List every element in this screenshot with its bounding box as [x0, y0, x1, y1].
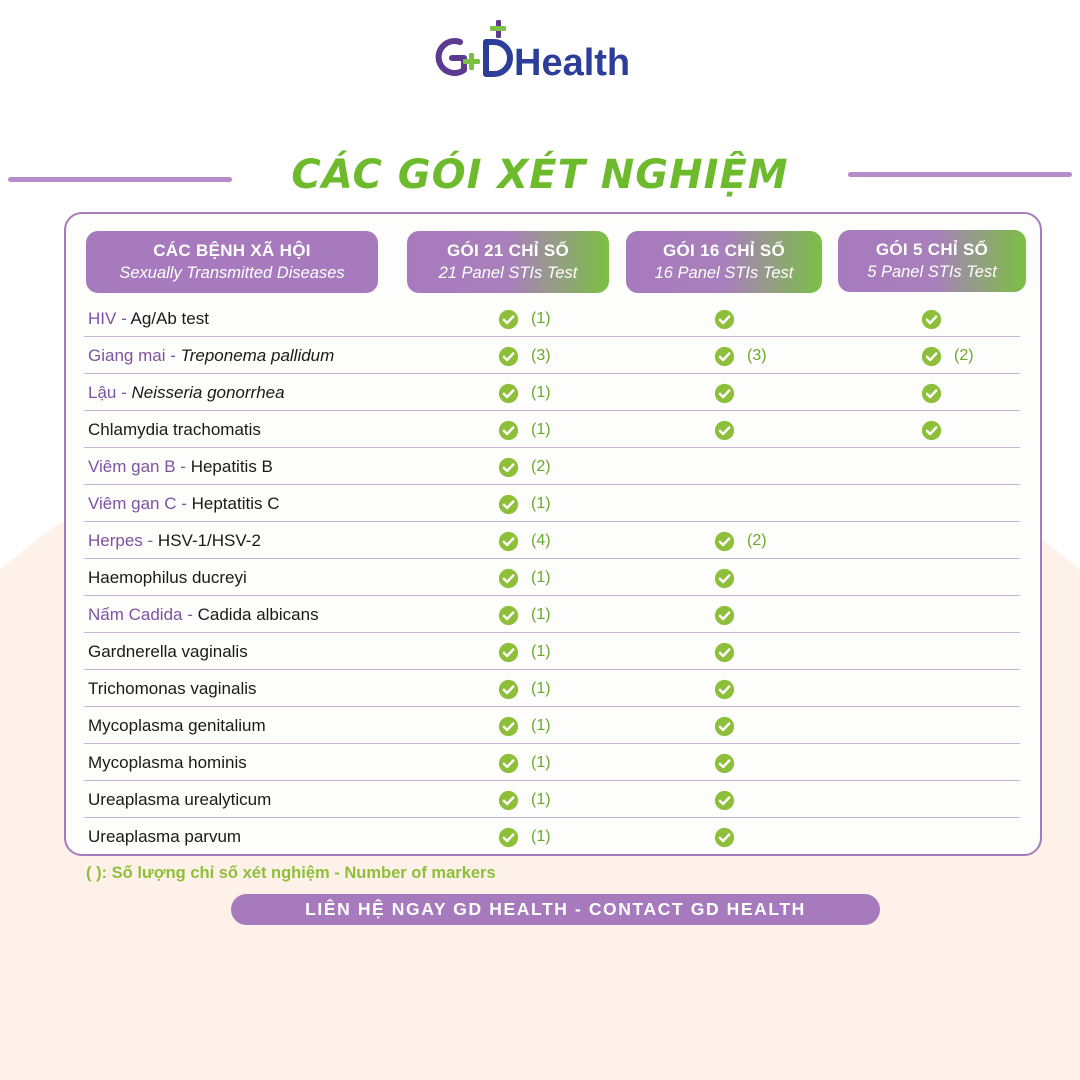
- cell-p21: [498, 419, 551, 441]
- check-circle-icon: [498, 679, 519, 700]
- cell-p5: [921, 419, 942, 441]
- table-row: [84, 633, 1020, 670]
- cell-p5: [921, 382, 942, 404]
- cell-p21: [498, 604, 551, 626]
- cell-p21: [498, 715, 551, 737]
- marker-count: (3): [531, 347, 551, 364]
- disease-name-en: Gardnerella vaginalis: [88, 642, 248, 661]
- disease-name-en: Cadida albicans: [197, 605, 319, 624]
- table-row: [84, 485, 1020, 522]
- check-circle-icon: [921, 420, 942, 441]
- check-circle-icon: [714, 753, 735, 774]
- disease-name-vn: Giang mai: [88, 346, 166, 365]
- table-row: [84, 818, 1020, 855]
- packages-table: [64, 212, 1042, 856]
- disease-name: [88, 383, 285, 403]
- cell-p21: [498, 382, 551, 404]
- disease-name-vn: HIV: [88, 309, 117, 328]
- check-circle-icon: [714, 309, 735, 330]
- header-package-21: GÓI 21 CHỈ SỐ 21 Panel STIs Test: [407, 231, 609, 293]
- disease-name: [88, 420, 261, 440]
- check-circle-icon: [498, 605, 519, 626]
- table-row: [84, 744, 1020, 781]
- marker-count: (1): [531, 828, 551, 845]
- check-circle-icon: [921, 346, 942, 367]
- disease-name: [88, 753, 247, 773]
- disease-name-separator: -: [175, 457, 191, 476]
- check-circle-icon: [498, 827, 519, 848]
- marker-count: (1): [531, 717, 551, 734]
- cell-p21: [498, 641, 551, 663]
- table-row: [84, 300, 1020, 337]
- disease-name-separator: -: [165, 346, 181, 365]
- disease-name: [88, 309, 209, 329]
- table-row: [84, 670, 1020, 707]
- disease-name-en: Treponema pallidum: [180, 346, 335, 365]
- check-circle-icon: [498, 383, 519, 404]
- check-circle-icon: [714, 420, 735, 441]
- disease-name-en: Haemophilus ducreyi: [88, 568, 247, 587]
- disease-name-en: Ureaplasma parvum: [88, 827, 242, 846]
- cell-p21: [498, 345, 551, 367]
- marker-count: (2): [954, 347, 974, 364]
- cell-p16: [714, 530, 767, 552]
- disease-name: [88, 790, 271, 810]
- cell-p16: [714, 382, 735, 404]
- check-circle-icon: [498, 753, 519, 774]
- disease-name-separator: -: [116, 309, 131, 328]
- marker-count: (4): [531, 532, 551, 549]
- marker-count: (1): [531, 791, 551, 808]
- disease-name: [88, 605, 319, 625]
- marker-count: (1): [531, 680, 551, 697]
- cell-p21: [498, 567, 551, 589]
- check-circle-icon: [714, 383, 735, 404]
- cell-p16: [714, 567, 735, 589]
- disease-name-en: Heptatitis C: [191, 494, 280, 513]
- marker-count: (1): [531, 569, 551, 586]
- header-package-16: GÓI 16 CHỈ SỐ 16 Panel STIs Test: [626, 231, 822, 293]
- disease-name-separator: -: [182, 605, 198, 624]
- check-circle-icon: [714, 346, 735, 367]
- marker-count: (1): [531, 495, 551, 512]
- cell-p21: [498, 752, 551, 774]
- cell-p21: [498, 456, 551, 478]
- marker-count: (2): [531, 458, 551, 475]
- disease-name-separator: -: [116, 383, 132, 402]
- disease-name: [88, 679, 257, 699]
- cell-p16: [714, 789, 735, 811]
- cell-p21: [498, 678, 551, 700]
- check-circle-icon: [498, 420, 519, 441]
- disease-name-en: Chlamydia trachomatis: [88, 420, 261, 439]
- cell-p16: [714, 419, 735, 441]
- marker-count: (1): [531, 754, 551, 771]
- disease-name-separator: -: [142, 531, 158, 550]
- cell-p16: [714, 752, 735, 774]
- cell-p16: [714, 826, 735, 848]
- table-row: [84, 596, 1020, 633]
- disease-name-en: Hepatitis B: [190, 457, 273, 476]
- cell-p16: [714, 345, 767, 367]
- table-row: [84, 411, 1020, 448]
- marker-count: (2): [747, 532, 767, 549]
- cell-p21: [498, 826, 551, 848]
- disease-name-en: Trichomonas vaginalis: [88, 679, 257, 698]
- cell-p16: [714, 678, 735, 700]
- check-circle-icon: [714, 568, 735, 589]
- check-circle-icon: [714, 531, 735, 552]
- cell-p16: [714, 604, 735, 626]
- table-row: [84, 448, 1020, 485]
- check-circle-icon: [498, 457, 519, 478]
- check-circle-icon: [498, 531, 519, 552]
- disease-name-vn: Nấm Cadida: [88, 605, 183, 624]
- cell-p21: [498, 493, 551, 515]
- table-row: [84, 522, 1020, 559]
- disease-name-vn: Lậu: [88, 383, 117, 402]
- check-circle-icon: [714, 605, 735, 626]
- marker-count: (1): [531, 421, 551, 438]
- disease-name-vn: Herpes: [88, 531, 143, 550]
- check-circle-icon: [714, 790, 735, 811]
- disease-name: [88, 642, 248, 662]
- check-circle-icon: [714, 827, 735, 848]
- brand-logo: [0, 18, 1080, 88]
- table-row: [84, 337, 1020, 374]
- check-circle-icon: [498, 494, 519, 515]
- table-row: [84, 781, 1020, 818]
- disease-name: [88, 827, 241, 847]
- footnote: ( ): Số lượng chỉ số xét nghiệm - Number of markers: [86, 864, 496, 882]
- table-row: [84, 374, 1020, 411]
- check-circle-icon: [498, 568, 519, 589]
- contact-button[interactable]: LIÊN HỆ NGAY GD HEALTH - CONTACT GD HEALTH: [231, 894, 880, 925]
- cell-p21: [498, 308, 551, 330]
- table-body: [84, 300, 1020, 855]
- gd-health-logo-icon: [430, 18, 650, 88]
- check-circle-icon: [714, 679, 735, 700]
- check-circle-icon: [498, 716, 519, 737]
- cell-p16: [714, 308, 735, 330]
- marker-count: (1): [531, 310, 551, 327]
- header-diseases: CÁC BỆNH XÃ HỘI Sexually Transmitted Diseases: [86, 231, 378, 293]
- disease-name-vn: Viêm gan C: [88, 494, 177, 513]
- cell-p21: [498, 789, 551, 811]
- disease-name-en: Neisseria gonorrhea: [131, 383, 285, 402]
- table-row: [84, 559, 1020, 596]
- disease-name-en: Mycoplasma hominis: [88, 753, 247, 772]
- check-circle-icon: [714, 716, 735, 737]
- disease-name-en: Ag/Ab test: [130, 309, 209, 328]
- disease-name-en: HSV-1/HSV-2: [157, 531, 261, 550]
- disease-name-en: Ureaplasma urealyticum: [88, 790, 272, 809]
- table-row: [84, 707, 1020, 744]
- disease-name-vn: Viêm gan B: [88, 457, 176, 476]
- cell-p16: [714, 641, 735, 663]
- check-circle-icon: [498, 346, 519, 367]
- brand-name: Health: [514, 42, 631, 84]
- check-circle-icon: [498, 309, 519, 330]
- cell-p5: [921, 308, 942, 330]
- disease-name: [88, 531, 261, 551]
- disease-name: [88, 457, 273, 477]
- page-title: CÁC GÓI XÉT NGHIỆM: [291, 152, 789, 198]
- marker-count: (1): [531, 606, 551, 623]
- disease-name-separator: -: [176, 494, 192, 513]
- header-package-5: GÓI 5 CHỈ SỐ 5 Panel STIs Test: [838, 230, 1026, 292]
- cell-p5: [921, 345, 974, 367]
- check-circle-icon: [498, 790, 519, 811]
- disease-name: [88, 568, 247, 588]
- disease-name: [88, 346, 334, 366]
- marker-count: (1): [531, 643, 551, 660]
- cell-p16: [714, 715, 735, 737]
- marker-count: (3): [747, 347, 767, 364]
- disease-name: [88, 716, 266, 736]
- cell-p21: [498, 530, 551, 552]
- check-circle-icon: [498, 642, 519, 663]
- check-circle-icon: [921, 309, 942, 330]
- disease-name-en: Mycoplasma genitalium: [88, 716, 266, 735]
- check-circle-icon: [714, 642, 735, 663]
- disease-name: [88, 494, 280, 514]
- check-circle-icon: [921, 383, 942, 404]
- marker-count: (1): [531, 384, 551, 401]
